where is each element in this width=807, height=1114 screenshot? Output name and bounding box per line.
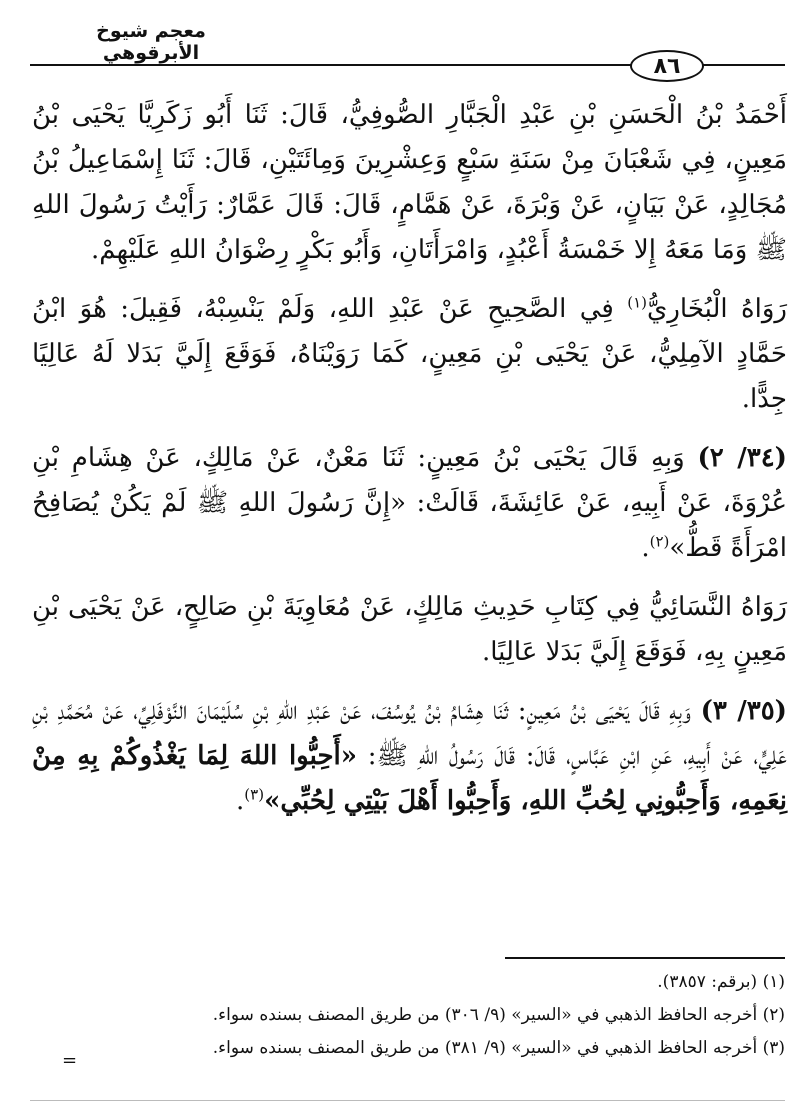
hadith-text: «أَحِبُّوا اللهَ لِمَا يَغْذُوكُمْ بِهِ مِنْ نِعَمِهِ، وَأَحِبُّونِي لِحُبِّ اللهِ، وَأَحِبُّوا أَهْلَ بَيْتِي لِحُبِّي» <box>32 741 787 816</box>
paragraph-5 <box>32 689 787 824</box>
paragraph-4: رَوَاهُ النَّسَائِيُّ فِي كِتَابِ حَدِيثِ مَالِكٍ، عَنْ مُعَاوِيَةَ بْنِ صَالِحٍ، عَنْ يَحْيَى بْنِ مَعِينٍ بِهِ، فَوَقَعَ إِلَيَّ بَدَلا عَالِيًا. <box>32 592 787 667</box>
bottom-rule <box>30 1100 785 1101</box>
paragraph-5-text: وَبِهِ قَالَ يَحْيَى بْنُ مَعِينٍ: ثَنَا هِشَامُ بْنُ يُوسُفَ، عَنْ عَبْدِ اللهِ بْنِ سُلَيْمَانَ النَّوْفَلِيِّ، عَنْ مُحَمَّدِ بْنِ عَلِيٍّ، عَنْ أَبِيهِ، عَنِ ابْنِ عَبَّاسٍ، قَالَ: قَالَ رَسُولُ اللهِ ﷺ: <box>32 696 787 771</box>
footnote-1: (١) (برقم: ٣٨٥٧). <box>657 972 785 992</box>
paragraph-5-end: . <box>236 786 245 816</box>
footnote-ref-2: (٢) <box>649 532 670 551</box>
paragraph-3 <box>32 436 787 571</box>
paragraph-1: أَحْمَدُ بْنُ الْحَسَنِ بْنِ عَبْدِ الْجَبَّارِ الصُّوفِيُّ، قَالَ: ثَنَا أَبُو زَكَرِيَّا يَحْيَى بْنُ مَعِينٍ، فِي شَعْبَانَ مِنْ سَنَةِ سَبْعٍ وَعِشْرِينَ وَمِائَتَيْنِ، قَالَ: ثَنَا إِسْمَاعِيلُ بْنُ مُجَالِدٍ، عَنْ بَيَانٍ، عَنْ وَبْرَةَ، عَنْ هَمَّامٍ، قَالَ: قَالَ عَمَّارٌ: رَأَيْتُ رَسُولَ اللهِ ﷺ وَمَا مَعَهُ إِلا خَمْسَةُ أَعْبُدٍ، وَامْرَأَتَانِ، وَأَبُو بَكْرٍ رِضْوَانُ اللهِ عَلَيْهِمْ. <box>32 100 787 265</box>
hadith-number-34: (٣٤/ ٢) <box>697 443 787 473</box>
continuation-mark: = <box>62 1050 78 1071</box>
running-title: معجم شيوخ الأبرقوهي <box>96 20 206 64</box>
paragraph-2 <box>32 287 787 422</box>
main-text <box>32 93 787 838</box>
footnote-separator <box>505 957 785 959</box>
footnote-ref-3: (٣) <box>244 785 265 804</box>
footnotes <box>40 966 785 1065</box>
hadith-number-35: (٣٥/ ٣) <box>700 696 787 726</box>
footnote-ref-1: (١) <box>627 293 648 312</box>
paragraph-2-start: رَوَاهُ الْبُخَارِيُّ <box>647 294 787 324</box>
page-number: ٨٦ <box>630 50 704 82</box>
paragraph-3-text: وَبِهِ قَالَ يَحْيَى بْنُ مَعِينٍ: ثَنَا مَعْنٌ، عَنْ مَالِكٍ، عَنْ هِشَامِ بْنِ عُرْوَةَ، عَنْ أَبِيهِ، عَنْ عَائِشَةَ، قَالَتْ: «إِنَّ رَسُولَ اللهِ ﷺ لَمْ يَكُنْ يُصَافِحُ امْرَأَةً قَطُّ» <box>32 443 787 563</box>
paragraph-2-rest: فِي الصَّحِيحِ عَنْ عَبْدِ اللهِ، وَلَمْ يَنْسِبْهُ، فَقِيلَ: هُوَ ابْنُ حَمَّادٍ الآمِلِيُّ، عَنْ يَحْيَى بْنِ مَعِينٍ، كَمَا رَوَيْنَاهُ، فَوَقَعَ إِلَيَّ بَدَلا لَهُ عَالِيًا جِدًّا. <box>32 294 787 414</box>
footnote-3: (٣) أخرجه الحافظ الذهبي في «السير» (٩/ ٣٨١) من طريق المصنف بسنده سواء. <box>212 1038 785 1058</box>
paragraph-3-end: . <box>641 533 650 563</box>
footnote-2: (٢) أخرجه الحافظ الذهبي في «السير» (٩/ ٣٠٦) من طريق المصنف بسنده سواء. <box>212 1005 785 1025</box>
